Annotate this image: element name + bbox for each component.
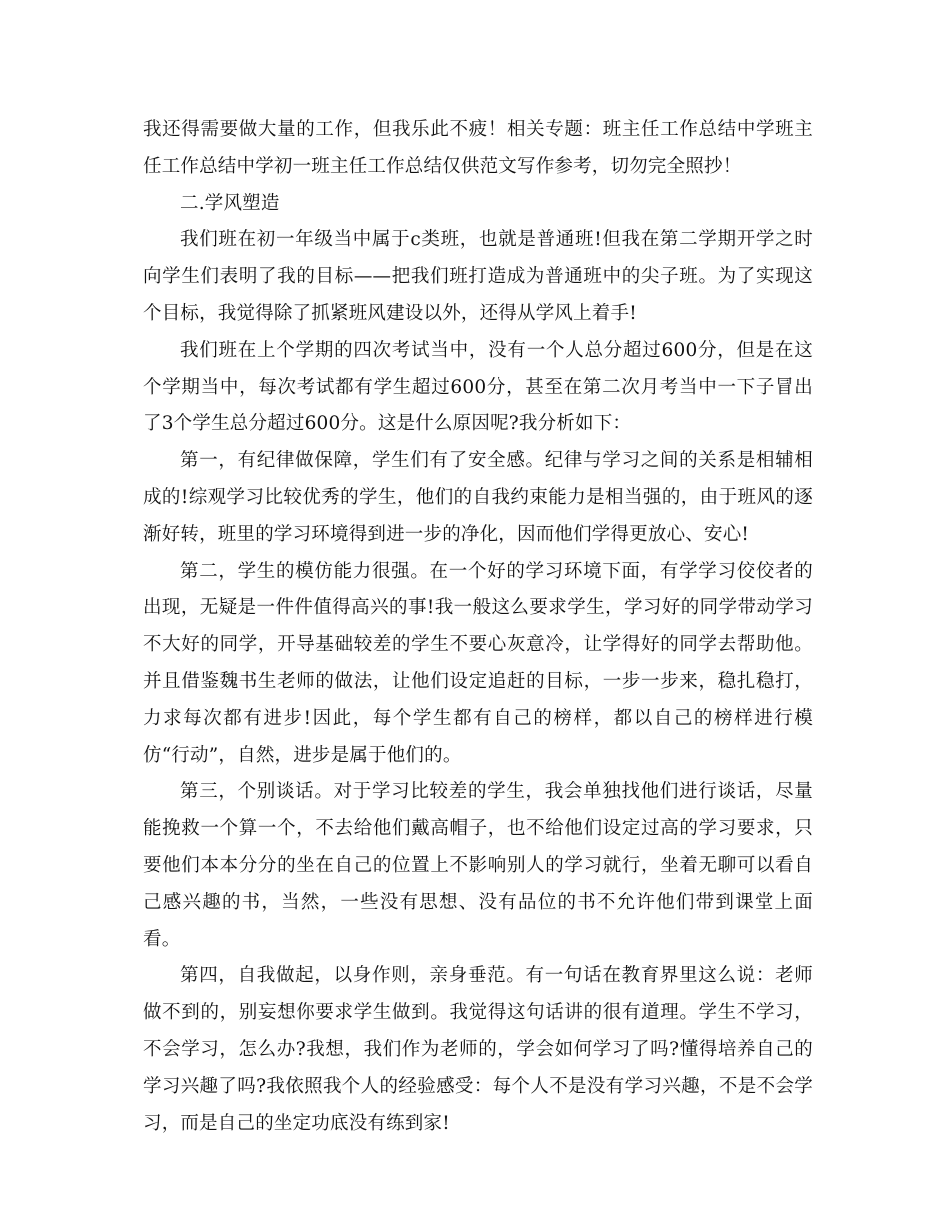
paragraph: 第四，自我做起，以身作则，亲身垂范。有一句话在教育界里这么说：老师做不到的，别妄想你要求学生做到。我觉得这句话讲的很有道理。学生不学习，不会学习，怎么办?我想，我们作为老师的，学会如何学习了吗?懂得培养自己的学习兴趣了吗?我依照我个人的经验感受：每个人不是没有学习兴趣，不是不会学习，而是自己的坐定功底没有练到家! (143, 965, 813, 1134)
paragraph: 第一，有纪律做保障，学生们有了安全感。纪律与学习之间的关系是相辅相成的!综观学习比较优秀的学生，他们的自我约束能力是相当强的，由于班风的逐渐好转，班里的学习环境得到进一步的净化，因而他们学得更放心、安心! (143, 450, 813, 545)
paragraph: 我们班在上个学期的四次考试当中，没有一个人总分超过600分，但是在这个学期当中，每次考试都有学生超过600分，甚至在第二次月考当中一下子冒出了3个学生总分超过600分。这是什么原因呢?我分析如下： (143, 339, 813, 435)
paragraph: 我们班在初一年级当中属于c类班，也就是普通班!但我在第二学期开学之时向学生们表明了我的目标——把我们班打造成为普通班中的尖子班。为了实现这个目标，我觉得除了抓紧班风建设以外，还得从学风上着手! (143, 229, 813, 324)
paragraph-continuation: 我还得需要做大量的工作，但我乐此不疲！相关专题：班主任工作总结中学班主任工作总结中学初一班主任工作总结仅供范文写作参考，切勿完全照抄！ (143, 119, 813, 177)
paragraph: 第三，个别谈话。对于学习比较差的学生，我会单独找他们进行谈话，尽量能挽救一个算一个，不去给他们戴高帽子，也不给他们设定过高的学习要求，只要他们本本分分的坐在自己的位置上不影响别人的学习就行，坐着无聊可以看自己感兴趣的书，当然，一些没有思想、没有品位的书不允许他们带到课堂上面看。 (143, 781, 813, 950)
document-body (143, 112, 813, 1142)
paragraph: 第二，学生的模仿能力很强。在一个好的学习环境下面，有学学习佼佼者的出现，无疑是一件件值得高兴的事!我一般这么要求学生，学习好的同学带动学习不大好的同学，开导基础较差的学生不要心灰意冷，让学得好的同学去帮助他。并且借鉴魏书生老师的做法，让他们设定追赶的目标，一步一步来，稳扎稳打，力求每次都有进步!因此，每个学生都有自己的榜样，都以自己的榜样进行模仿“行动”，自然，进步是属于他们的。 (143, 560, 813, 766)
section-heading: 二.学风塑造 (180, 192, 280, 214)
